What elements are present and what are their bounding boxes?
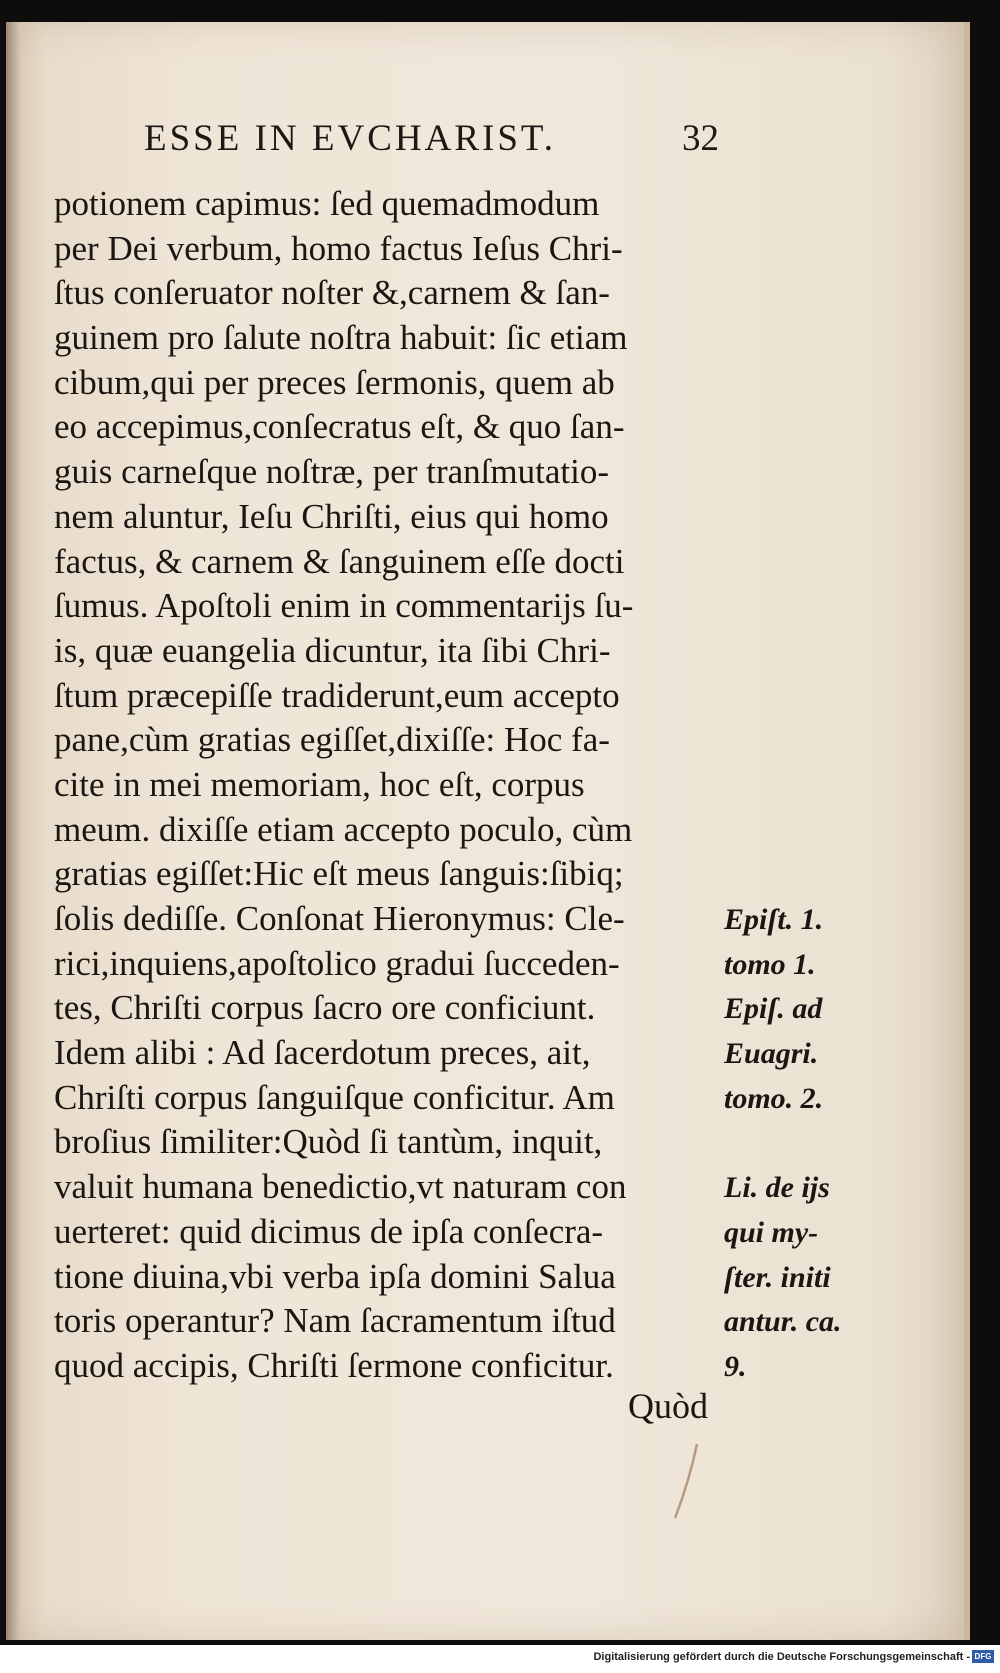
- margin-note: tomo 1.: [724, 947, 816, 981]
- text-line: eo accepimus,conſecratus eſt, & quo ſan-: [54, 407, 625, 447]
- page-gutter-shadow: [6, 22, 20, 1640]
- text-line: tione diuina,vbi verba ipſa domini Salua: [54, 1256, 616, 1296]
- text-line: broſius ſimiliter:Quòd ſi tantùm, inquit,: [54, 1122, 603, 1162]
- text-line: toris operantur? Nam ſacramentum iſtud: [54, 1301, 616, 1341]
- text-line: cite in mei memoriam, hoc eſt, corpus: [54, 764, 585, 804]
- margin-note: Epiſ. ad: [724, 992, 823, 1026]
- text-line: quod accipis, Chriſti ſermone conficitur.: [54, 1345, 614, 1385]
- text-line: meum. dixiſſe etiam accepto poculo, cùm: [54, 809, 633, 849]
- text-line: cibum,qui per preces ſermonis, quem ab: [54, 362, 615, 402]
- margin-note: 9.: [724, 1349, 747, 1383]
- margin-note: tomo. 2.: [724, 1081, 824, 1115]
- margin-note: ſter. initi: [724, 1260, 831, 1294]
- text-line: per Dei verbum, homo factus Ieſus Chri-: [54, 228, 623, 268]
- text-line: rici,inquiens,apoſtolico gradui ſucceden-: [54, 943, 620, 983]
- text-line: guis carneſque noſtræ, per tranſmutatio-: [54, 452, 609, 492]
- margin-note: Euagri.: [724, 1037, 819, 1071]
- text-line: gratias egiſſet:Hic eſt meus ſanguis:ſibiq;: [54, 854, 624, 894]
- text-line: tes, Chriſti corpus ſacro ore conficiunt.: [54, 988, 596, 1028]
- book-page: [6, 22, 970, 1640]
- margin-note: antur. ca.: [724, 1305, 842, 1339]
- text-line: uerteret: quid dicimus de ipſa conſecra-: [54, 1211, 604, 1251]
- margin-note: Li. de ijs: [724, 1171, 830, 1205]
- page-header: [144, 117, 724, 167]
- catchword: Quòd: [628, 1386, 708, 1426]
- text-line: ſtus conſeruator noſter &,carnem & ſan-: [54, 273, 610, 313]
- dfg-logo: DFG: [972, 1650, 994, 1663]
- margin-note: qui my-: [724, 1215, 819, 1249]
- margin-note: [724, 1121, 874, 1166]
- text-line: valuit humana benedictio,vt naturam con: [54, 1167, 627, 1207]
- margin-note: Epiſt. 1.: [724, 903, 824, 936]
- text-line: ſumus. Apoſtoli enim in commentarijs ſu-: [54, 586, 634, 626]
- digitization-credit: Digitalisierung gefördert durch die Deutsche Forschungsgemeinschaft -: [593, 1651, 970, 1663]
- body-text: [54, 182, 754, 1389]
- text-line: ſolis dediſſe. Conſonat Hieronymus: Cle-: [54, 899, 625, 938]
- text-line: ſtum præcepiſſe tradiderunt,eum accepto: [54, 675, 620, 715]
- text-line: nem aluntur, Ieſu Chriſti, eius qui homo: [54, 496, 609, 536]
- text-line: factus, & carnem & ſanguinem eſſe docti: [54, 541, 625, 581]
- text-line: pane,cùm gratias egiſſet,dixiſſe: Hoc fa-: [54, 720, 610, 760]
- text-line: potionem capimus: ſed quemadmodum: [54, 184, 600, 223]
- ink-stroke-mark: [671, 1442, 701, 1522]
- text-line: Idem alibi : Ad ſacerdotum preces, ait,: [54, 1033, 591, 1073]
- text-line: Chriſti corpus ſanguiſque conficitur. Am: [54, 1077, 615, 1117]
- margin-notes: [724, 898, 874, 1390]
- text-line: is, quæ euangelia dicuntur, ita ſibi Chri-: [54, 630, 611, 670]
- running-head: ESSE IN EVCHARIST.: [144, 118, 557, 159]
- text-line: guinem pro ſalute noſtra habuit: ſic etiam: [54, 318, 628, 358]
- page-number: 32: [682, 118, 719, 159]
